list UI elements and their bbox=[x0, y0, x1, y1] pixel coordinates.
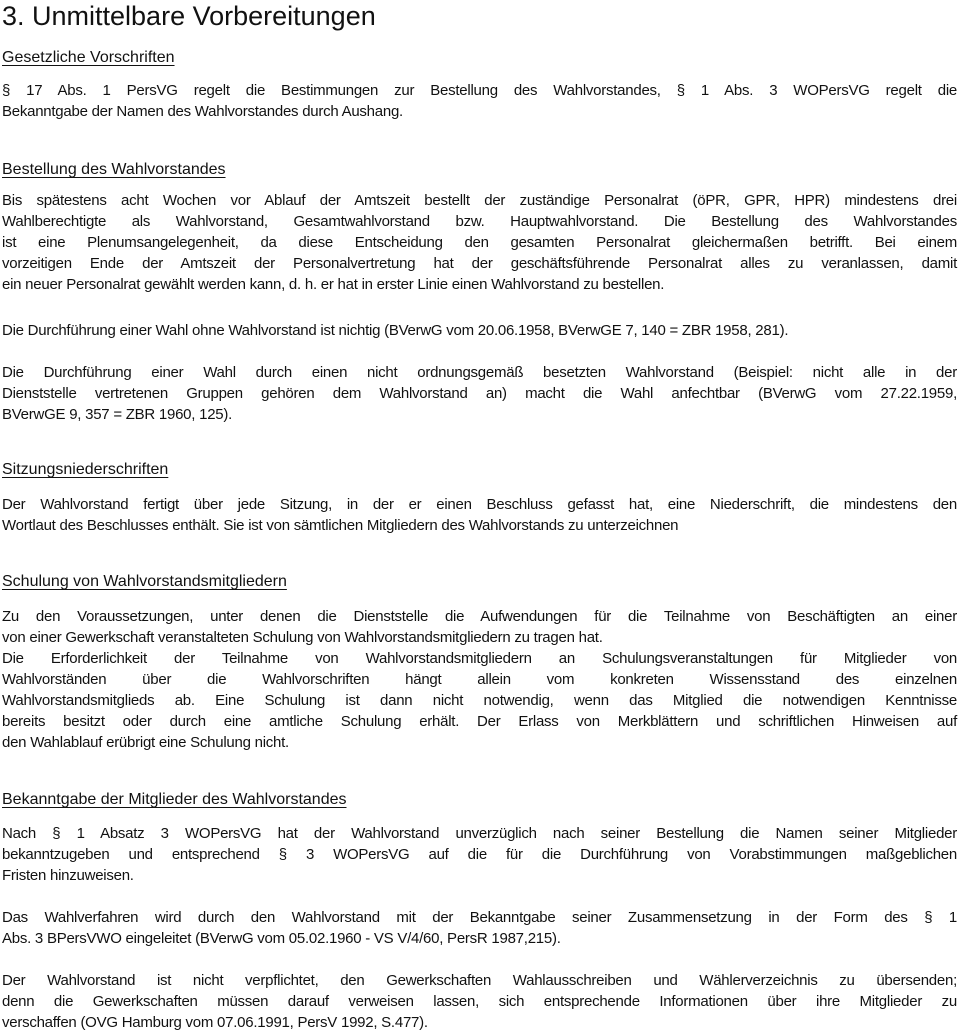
section-heading: Gesetzliche Vorschriften bbox=[2, 49, 175, 66]
text-line: Die Erforderlichkeit der Teilnahme von Wahlvorstandsmitgliedern an Schulungsveranstaltungen für Mitglieder von bbox=[2, 650, 957, 667]
text-line: Bis spätestens acht Wochen vor Ablauf der Amtszeit bestellt der zuständige Personalrat (öPR, GPR, HPR) mindestens drei bbox=[2, 192, 957, 209]
paragraph bbox=[2, 190, 957, 295]
paragraph bbox=[2, 320, 957, 341]
text-line: bekanntzugeben und entsprechend § 3 WOPersVG auf die für die Durchführung von Vorabstimmungen maßgeblichen bbox=[2, 846, 957, 863]
text-line: denn die Gewerkschaften müssen darauf verweisen lassen, sich entsprechende Informationen über ihre Mitglieder zu bbox=[2, 993, 957, 1010]
text-line: den Wahlablauf erübrigt eine Schulung nicht. bbox=[2, 734, 289, 751]
text-line: Der Wahlvorstand fertigt über jede Sitzung, in der er einen Beschluss gefasst hat, eine Niederschrift, die mindestens den bbox=[2, 496, 957, 513]
page-title: 3. Unmittelbare Vorbereitungen bbox=[2, 1, 376, 31]
text-line: ein neuer Personalrat gewählt werden kann, d. h. er hat in erster Linie einen Wahlvorstand zu bestellen. bbox=[2, 276, 665, 293]
text-line: verschaffen (OVG Hamburg vom 07.06.1991, PersV 1992, S.477). bbox=[2, 1014, 428, 1031]
text-line: Wortlaut des Beschlusses enthält. Sie ist von sämtlichen Mitgliedern des Wahlvorstands zu unterzeichnen bbox=[2, 517, 679, 534]
text-line: Zu den Voraussetzungen, unter denen die Dienststelle die Aufwendungen für die Teilnahme von Beschäftigten an einer bbox=[2, 608, 957, 625]
paragraph bbox=[2, 907, 957, 949]
text-line: vorzeitigen Ende der Amtszeit der Personalvertretung hat der geschäftsführende Personalrat alles zu veranlassen, damit bbox=[2, 255, 957, 272]
text-line: Das Wahlverfahren wird durch den Wahlvorstand mit der Bekanntgabe seiner Zusammensetzung in der Form des § 1 bbox=[2, 909, 957, 926]
text-line: Wahlvorständen über die Wahlvorschriften hängt allein vom konkreten Wissensstand des einzelnen bbox=[2, 671, 957, 688]
text-line: von einer Gewerkschaft veranstalteten Schulung von Wahlvorstandsmitgliedern zu tragen hat. bbox=[2, 629, 603, 646]
paragraph bbox=[2, 823, 957, 886]
text-line: Nach § 1 Absatz 3 WOPersVG hat der Wahlvorstand unverzüglich nach seiner Bestellung die Namen seiner Mitglieder bbox=[2, 825, 957, 842]
paragraph bbox=[2, 970, 957, 1033]
text-line: Bekanntgabe der Namen des Wahlvorstandes durch Aushang. bbox=[2, 103, 403, 120]
text-line: bereits besitzt oder durch eine amtliche Schulung erhält. Der Erlass von Merkblättern und schriftlichen Hinweisen auf bbox=[2, 713, 957, 730]
paragraph bbox=[2, 606, 957, 753]
text-line: Abs. 3 BPersVWO eingeleitet (BVerwG vom 05.02.1960 - VS V/4/60, PersR 1987,215). bbox=[2, 930, 561, 947]
text-line: Fristen hinzuweisen. bbox=[2, 867, 134, 884]
paragraph bbox=[2, 494, 957, 536]
text-line: Wahlberechtigte als Wahlvorstand, Gesamtwahlvorstand bzw. Hauptwahlvorstand. Die Bestellung des Wahlvorstandes bbox=[2, 213, 957, 230]
section-heading: Sitzungsniederschriften bbox=[2, 461, 169, 478]
section-heading: Bestellung des Wahlvorstandes bbox=[2, 161, 226, 178]
section-heading: Schulung von Wahlvorstandsmitgliedern bbox=[2, 573, 287, 590]
text-line: § 17 Abs. 1 PersVG regelt die Bestimmungen zur Bestellung des Wahlvorstandes, § 1 Abs. 3 WOPersVG regelt die bbox=[2, 82, 957, 99]
text-line: BVerwGE 9, 357 = ZBR 1960, 125). bbox=[2, 406, 233, 423]
paragraph bbox=[2, 362, 957, 425]
text-line: Dienststelle vertretenen Gruppen gehören dem Wahlvorstand an) macht die Wahl anfechtbar (BVerwG vom 27.22.1959, bbox=[2, 385, 957, 402]
paragraph bbox=[2, 80, 957, 122]
text-line: ist eine Plenumsangelegenheit, da diese Entscheidung den gesamten Personalrat gleichermaßen betrifft. Bei einem bbox=[2, 234, 957, 251]
text-line: Wahlvorstandsmitglieds ab. Eine Schulung ist dann nicht notwendig, wenn das Mitglied die notwendigen Kenntnisse bbox=[2, 692, 957, 709]
text-line: Die Durchführung einer Wahl durch einen nicht ordnungsgemäß besetzten Wahlvorstand (Beispiel: nicht alle in der bbox=[2, 364, 957, 381]
text-line: Der Wahlvorstand ist nicht verpflichtet, den Gewerkschaften Wahlausschreiben und Wählerverzeichnis zu übersenden; bbox=[2, 972, 957, 989]
section-heading: Bekanntgabe der Mitglieder des Wahlvorstandes bbox=[2, 791, 347, 808]
text-line: Die Durchführung einer Wahl ohne Wahlvorstand ist nichtig (BVerwG vom 20.06.1958, BVerwGE 7, 140 = ZBR 1958, 281). bbox=[2, 322, 789, 339]
